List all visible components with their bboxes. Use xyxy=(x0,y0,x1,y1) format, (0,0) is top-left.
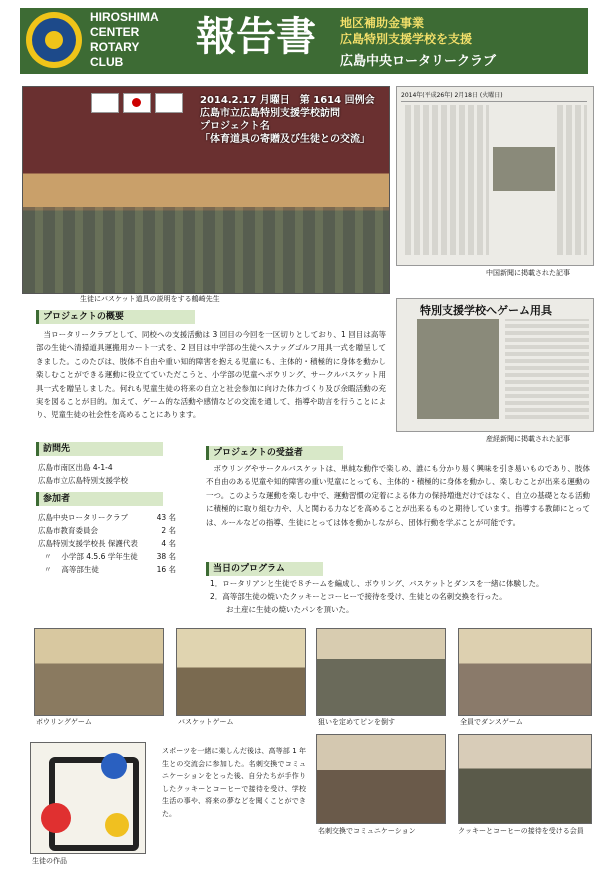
photo-card-exchange xyxy=(316,734,446,824)
club-name-en xyxy=(90,10,185,70)
club-name-line: CLUB xyxy=(90,55,124,69)
report-title: 報告書 xyxy=(196,13,316,60)
visit-address: 広島市南区出島 4-1-4 xyxy=(38,463,113,472)
event-visit: 広島市立広島特別支援学校訪問 xyxy=(200,108,340,119)
event-project-label: プロジェクト名 xyxy=(200,121,270,132)
club-name-line: HIROSHIMA xyxy=(90,10,159,24)
exchange-text: スポーツを一緒に楽しんだ後は、高等部 1 年生との交流会に参加した。名刺交換でコミュニケーションをとった後、自分たちが手作りしたクッキーとコーヒーで接待を受け、学校生活の事や、将来の夢などを聞くことができた。 xyxy=(162,747,306,818)
participant-label: 広島特別支援学校長 保護代表 xyxy=(38,539,138,548)
club-name-ja: 広島中央ロータリークラブ xyxy=(340,54,497,69)
event-date: 2014.2.17 月曜日 第 1614 回例会 xyxy=(200,95,375,106)
beneficiaries-heading: プロジェクトの受益者 xyxy=(206,446,343,460)
program-item: 1．ロータリアンと生徒で８チームを編成し、ボウリング、バスケットとダンスを一緒に体験した。 xyxy=(210,579,544,588)
school-flag-icon xyxy=(155,93,183,113)
program-heading: 当日のプログラム xyxy=(206,562,323,576)
photo-dance xyxy=(458,628,592,716)
club-name-line: ROTARY xyxy=(90,40,140,54)
participant-label: 〃 小学部 4.5.6 学年生徒 xyxy=(44,552,138,561)
student-artwork xyxy=(30,742,146,854)
japan-flag-icon xyxy=(123,93,151,113)
photo-caption: 全員でダンスゲーム xyxy=(460,718,523,726)
participant-label: 広島市教育委員会 xyxy=(38,526,98,535)
program-subtitle: 広島特別支援学校を支援 xyxy=(340,32,473,46)
newspaper-clipping-2 xyxy=(396,298,594,432)
newspaper-title-2: 特別支援学校へゲーム用具 xyxy=(420,304,552,317)
photo-basketball xyxy=(176,628,306,716)
program-type: 地区補助金事業 xyxy=(340,16,425,30)
participant-label: 広島中央ロータリークラブ xyxy=(38,513,128,522)
photo-caption: ボウリングゲーム xyxy=(36,718,92,726)
overview-text: 当ロータリークラブとして、同校への支援活動は 3 回目の今回を一区切りとしており、1 回目は高等部の生徒へ清掃道具運搬用カート一式を、2 回目は中学部の生徒へスナッグゴルフ用具一式を贈呈してきました。このたびは、肢体不自由や重い知的障害を抱える児童にも、主体的・積極的に身体を動かし楽しむことができる運動に役立てていただこうと、小学部の児童へボウリング、サークルバスケット用具一式を贈呈しました。何れも児童生徒の将来の自立と社会参加に向けた体力づくり及び余暇活動の充実を図ることが目的。加えて、ゲーム的な活動や感情などの交流を通して、指導や助言を行うことにより、児童生徒の社会性を高めることにあります。 xyxy=(36,330,386,420)
program-item: 2．高等部生徒の焼いたクッキーとコーヒーで接待を受け、生徒との名刺交換を行った。 xyxy=(210,592,507,601)
newspaper-clipping-1 xyxy=(396,86,594,266)
photo-caption: バスケットゲーム xyxy=(178,718,234,726)
newspaper-date: 2014年(平成26年) 2月18日 (火曜日) xyxy=(401,92,503,99)
photo-caption: 狙いを定めてピンを倒す xyxy=(318,718,395,726)
beneficiaries-text: ボウリングやサークルバスケットは、単純な動作で楽しめ、誰にも分かり易く興味を引き易いものであり、肢体不自由のある児童や知的障害の重い児童にとっても、主体的・積極的に身体を動かし、楽しむことが出来る運動の一つ。このような運動を楽しむ中で、運動習慣の定着による体力の保持増進だけではなく、自立の基礎となる活動に積極的に取り組む力や、人と関わる力などを高めることが出来るものと期待しています。指導する教師にとっては、ルールなどの指導、生徒にとっては体を動かしながら、団体行動を学ぶことが可能です。 xyxy=(206,464,590,527)
newspaper-caption-1: 中国新聞に掲載された記事 xyxy=(486,269,570,277)
photo-bowling xyxy=(34,628,164,716)
participant-label: 〃 高等部生徒 xyxy=(44,565,99,574)
event-info xyxy=(200,94,384,152)
participant-count: 4 名 xyxy=(161,539,176,548)
main-photo-caption: 生徒にバスケット道具の説明をする鶴崎先生 xyxy=(80,295,220,303)
participant-count: 16 名 xyxy=(156,565,176,574)
participant-count: 2 名 xyxy=(161,526,176,535)
event-project-name: 「体育道具の寄贈及び生徒との交流」 xyxy=(200,134,370,145)
flag-icon xyxy=(91,93,119,113)
visit-heading: 訪問先 xyxy=(36,442,163,456)
overview-heading: プロジェクトの概要 xyxy=(36,310,195,324)
visit-school: 広島市立広島特別支援学校 xyxy=(38,476,128,485)
artwork-caption: 生徒の作品 xyxy=(32,857,67,865)
program-item: お土産に生徒の焼いたパンを頂いた。 xyxy=(226,605,354,614)
photo-caption: クッキーとコーヒーの接待を受ける会員 xyxy=(458,827,584,835)
newspaper-caption-2: 産経新聞に掲載された記事 xyxy=(486,435,570,443)
rotary-logo xyxy=(26,12,82,68)
club-name-line: CENTER xyxy=(90,25,140,39)
photo-pins xyxy=(316,628,446,716)
photo-caption: 名刺交換でコミュニケーション xyxy=(318,827,416,835)
photo-cookie-coffee xyxy=(458,734,592,824)
participants-heading: 参加者 xyxy=(36,492,163,506)
participant-count: 38 名 xyxy=(156,552,176,561)
participant-count: 43 名 xyxy=(156,513,176,522)
